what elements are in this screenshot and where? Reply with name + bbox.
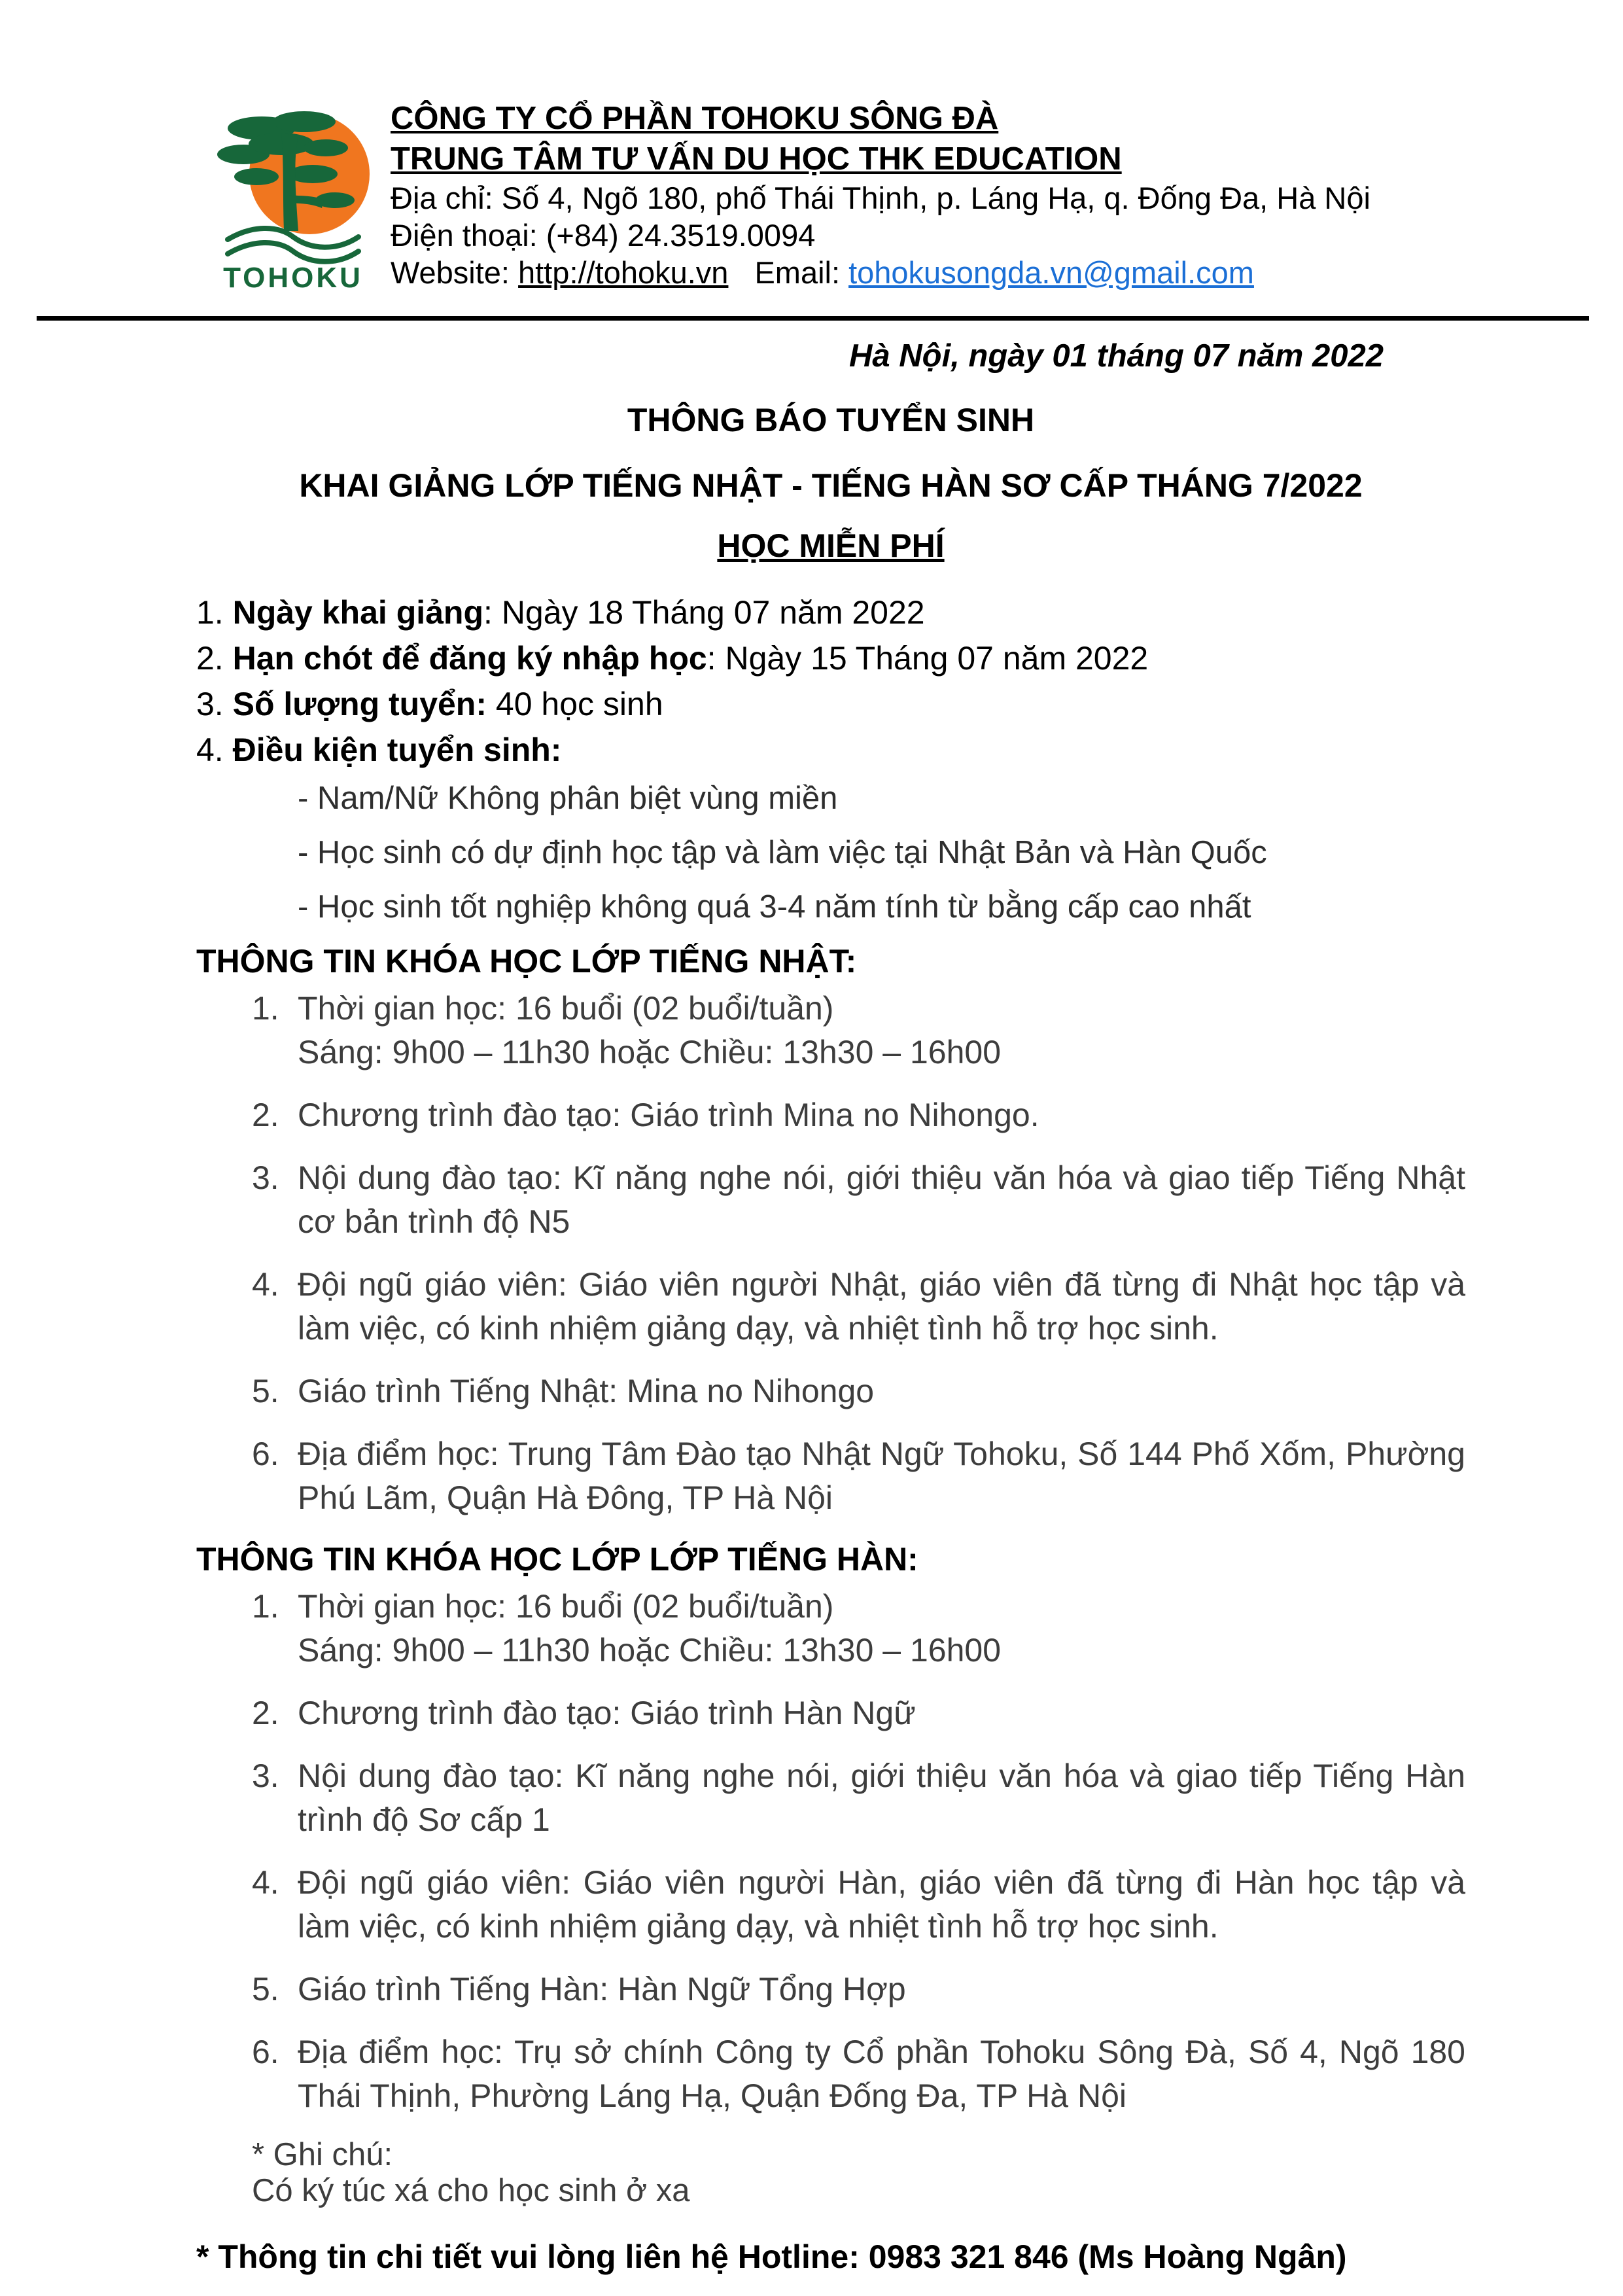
item-value: : Ngày 15 Tháng 07 năm 2022 [707,640,1149,677]
general-info-list [196,590,1465,773]
letterhead-text [391,97,1370,293]
item-number: 1. [252,990,279,1027]
general-item-start-date [196,590,1465,635]
item-number: 1. [252,1588,279,1625]
conditions-list [196,778,1465,927]
email-link[interactable]: tohokusongda.vn@gmail.com [848,255,1254,290]
kr-item-schedule [196,1585,1465,1672]
item-number: 4. [252,1864,279,1901]
tohoku-logo-graphic [216,97,370,293]
center-name: TRUNG TÂM TƯ VẤN DU HỌC THK EDUCATION [391,141,1122,177]
item-value: : Ngày 18 Tháng 07 năm 2022 [483,594,925,631]
item-number: 2. [196,640,233,677]
item-line: Nội dung đào tạo: Kĩ năng nghe nói, giới thiệu văn hóa và giao tiếp Tiếng Hàn trình độ Sơ cấp 1 [298,1757,1465,1838]
kr-item-textbook [196,1968,1465,2011]
jp-item-schedule [196,987,1465,1074]
company-name: CÔNG TY CỔ PHẦN TOHOKU SÔNG ĐÀ [391,101,999,136]
item-label: Số lượng tuyển: [232,686,487,722]
jp-item-content [196,1156,1465,1244]
item-line: Chương trình đào tạo: Giáo trình Mina no Nihongo. [298,1097,1039,1133]
title-course-opening: KHAI GIẢNG LỚP TIẾNG NHẬT - TIẾNG HÀN SƠ CẤP THÁNG 7/2022 [299,467,1363,504]
date-line: Hà Nội, ngày 01 tháng 07 năm 2022 [849,338,1384,374]
item-label: Ngày khai giảng [232,594,484,631]
japanese-section-heading: THÔNG TIN KHÓA HỌC LỚP TIẾNG NHẬT: [196,943,857,980]
notes-block [252,2137,1465,2209]
korean-section-heading: THÔNG TIN KHÓA HỌC LỚP LỚP TIẾNG HÀN: [196,1541,918,1578]
item-line: Địa điểm học: Trung Tâm Đào tạo Nhật Ngữ Tohoku, Số 144 Phố Xốm, Phường Phú Lãm, Quận Hà Đông, TP Hà Nội [298,1436,1465,1516]
item-line: Sáng: 9h00 – 11h30 hoặc Chiều: 13h30 – 16h00 [298,1034,1001,1070]
general-item-requirements [196,727,1465,773]
item-number: 5. [252,1971,279,2007]
item-line: Nội dung đào tạo: Kĩ năng nghe nói, giới thiệu văn hóa và giao tiếp Tiếng Nhật cơ bản trình độ N5 [298,1159,1465,1240]
item-number: 3. [196,686,233,722]
item-line: Địa điểm học: Trụ sở chính Công ty Cổ phần Tohoku Sông Đà, Số 4, Ngõ 180 Thái Thịnh, Phường Láng Hạ, Quận Đống Đa, TP Hà Nội [298,2034,1465,2114]
item-number: 4. [252,1266,279,1303]
title-free-tuition: HỌC MIỄN PHÍ [717,527,945,564]
notes-title: * Ghi chú: [252,2137,393,2172]
website-label: Website: [391,255,519,290]
jp-item-location [196,1432,1465,1520]
item-line: Sáng: 9h00 – 11h30 hoặc Chiều: 13h30 – 16h00 [298,1632,1001,1669]
address-line: Địa chỉ: Số 4, Ngõ 180, phố Thái Thịnh, p. Láng Hạ, q. Đống Đa, Hà Nội [391,181,1370,215]
jp-item-teachers [196,1263,1465,1351]
document-body [196,330,1465,2278]
item-value: 40 học sinh [487,686,663,722]
item-line: Thời gian học: 16 buổi (02 buổi/tuần) [298,990,834,1027]
hotline-line: * Thông tin chi tiết vui lòng liên hệ Hotline: 0983 321 846 (Ms Hoàng Ngân) [196,2238,1347,2275]
jp-item-program [196,1093,1465,1137]
item-line: Chương trình đào tạo: Giáo trình Hàn Ngữ [298,1695,916,1731]
item-line: Đội ngũ giáo viên: Giáo viên người Nhật, giáo viên đã từng đi Nhật học tập và làm việc, có kinh nhiệm giảng dạy, và nhiệt tình hỗ trợ học sinh. [298,1266,1465,1347]
korean-course-list [196,1585,1465,2118]
item-line: Thời gian học: 16 buổi (02 buổi/tuần) [298,1588,834,1625]
item-number: 6. [252,1436,279,1472]
tohoku-logo [216,97,370,293]
item-number: 5. [252,1373,279,1409]
phone-line: Điện thoại: (+84) 24.3519.0094 [391,218,816,253]
website-email-line [391,254,1370,291]
item-line: Đội ngũ giáo viên: Giáo viên người Hàn, giáo viên đã từng đi Hàn học tập và làm việc, có kinh nhiệm giảng dạy, và nhiệt tình hỗ trợ học sinh. [298,1864,1465,1945]
item-number: 3. [252,1757,279,1794]
kr-item-content [196,1754,1465,1842]
general-item-deadline [196,635,1465,681]
item-number: 1. [196,594,233,631]
letterhead [216,97,1370,293]
condition-item: - Học sinh tốt nghiệp không quá 3-4 năm tính từ bằng cấp cao nhất [298,889,1251,925]
kr-item-location [196,2030,1465,2118]
item-label: Hạn chót để đăng ký nhập học [232,640,707,677]
logo-waves-icon [228,228,358,262]
logo-wordmark: TOHOKU [223,262,363,293]
kr-item-teachers [196,1861,1465,1949]
kr-item-program [196,1691,1465,1735]
item-line: Giáo trình Tiếng Nhật: Mina no Nihongo [298,1373,875,1409]
email-label: Email: [754,255,849,290]
item-number: 4. [196,732,233,768]
website-link[interactable]: http://tohoku.vn [518,255,729,290]
item-number: 2. [252,1097,279,1133]
japanese-course-list [196,987,1465,1520]
item-line: Giáo trình Tiếng Hàn: Hàn Ngữ Tổng Hợp [298,1971,906,2007]
item-number: 2. [252,1695,279,1731]
general-item-quota [196,681,1465,727]
item-number: 3. [252,1159,279,1196]
header-divider [37,316,1589,321]
jp-item-textbook [196,1369,1465,1413]
notes-body: Có ký túc xá cho học sinh ở xa [252,2173,690,2208]
item-number: 6. [252,2034,279,2070]
title-announcement: THÔNG BÁO TUYỂN SINH [627,402,1035,438]
item-label: Điều kiện tuyển sinh: [232,732,562,768]
condition-item: - Nam/Nữ Không phân biệt vùng miền [298,781,838,816]
condition-item: - Học sinh có dự định học tập và làm việc tại Nhật Bản và Hàn Quốc [298,835,1267,870]
